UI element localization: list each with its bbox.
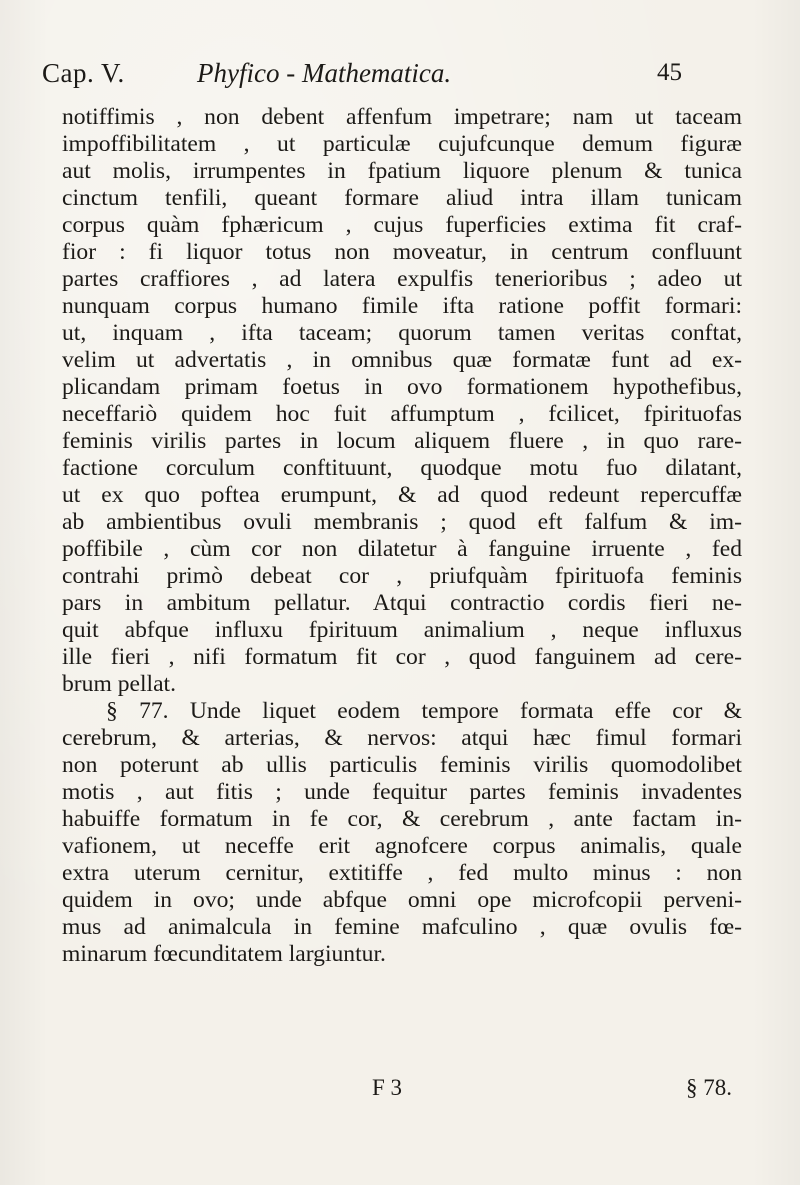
text-line: cerebrum, & arterias, & nervos: atqui hæc fimul formari xyxy=(62,725,742,751)
text-line: notiffimis , non debent affenfum impetrare; nam ut taceam xyxy=(62,104,742,130)
text-line: impoffibilitatem , ut particulæ cujufcunque demum figuræ xyxy=(62,131,742,157)
running-title: Phyfico - Mathematica. xyxy=(197,58,452,88)
text-line: motis , aut fitis ; unde fequitur partes feminis invadentes xyxy=(62,779,742,805)
text-line: quit abfque influxu fpirituum animalium , neque influxus xyxy=(62,617,742,643)
catchword: § 78. xyxy=(686,1075,732,1100)
text-line: neceffariò quidem hoc fuit affumptum , fcilicet, fpirituofas xyxy=(62,401,742,427)
text-line: habuiffe formatum in fe cor, & cerebrum , ante factam in- xyxy=(62,806,742,832)
page-header xyxy=(42,58,682,98)
text-line: cinctum tenfili, queant formare aliud intra illam tunicam xyxy=(62,185,742,211)
text-line: ut, inquam , ifta taceam; quorum tamen veritas conftat, xyxy=(62,320,742,346)
text-line: quidem in ovo; unde abfque omni ope microfcopii perveni- xyxy=(62,887,742,913)
text-line: poffibile , cùm cor non dilatetur à fanguine irruente , fed xyxy=(62,536,742,562)
signature-mark: F 3 xyxy=(372,1075,403,1100)
paragraph-start-line: § 77. Unde liquet eodem tempore formata effe cor & xyxy=(106,698,742,724)
chapter-heading: Cap. V. xyxy=(42,58,125,88)
text-line: feminis virilis partes in locum aliquem fluere , in quo rare- xyxy=(62,428,742,454)
text-line: plicandam primam foetus in ovo formationem hypothefibus, xyxy=(62,374,742,400)
text-line: contrahi primò debeat cor , priufquàm fpirituofa feminis xyxy=(62,563,742,589)
text-line: fior : fi liquor totus non moveatur, in centrum confluunt xyxy=(62,239,742,265)
text-line: nunquam corpus humano fimile ifta ratione poffit formari: xyxy=(62,293,742,319)
text-line: ut ex quo poftea erumpunt, & ad quod redeunt repercuffæ xyxy=(62,482,742,508)
text-line: corpus quàm fphæricum , cujus fuperficies extima fit craf- xyxy=(62,212,742,238)
text-line: ille fieri , nifi formatum fit cor , quod fanguinem ad cere- xyxy=(62,644,742,670)
text-line: factione corculum conftituunt, quodque motu fuo dilatant, xyxy=(62,455,742,481)
text-line: partes craffiores , ad latera expulfis tenerioribus ; adeo ut xyxy=(62,266,742,292)
page-number: 45 xyxy=(657,59,682,86)
text-line: non poterunt ab ullis particulis feminis virilis quomodolibet xyxy=(62,752,742,778)
text-line: ab ambientibus ovuli membranis ; quod eft falfum & im- xyxy=(62,509,742,535)
text-line: velim ut advertatis , in omnibus quæ formatæ funt ad ex- xyxy=(62,347,742,373)
text-line: mus ad animalcula in femine mafculino , quæ ovulis fœ- xyxy=(62,914,742,940)
text-line: brum pellat. xyxy=(62,671,177,697)
body-text xyxy=(62,104,742,968)
text-line: extra uterum cernitur, extitiffe , fed multo minus : non xyxy=(62,860,742,886)
text-line: aut molis, irrumpentes in fpatium liquore plenum & tunica xyxy=(62,158,742,184)
page-footer xyxy=(62,1075,742,1107)
text-line: pars in ambitum pellatur. Atqui contractio cordis fieri ne- xyxy=(62,590,742,616)
text-line: vafionem, ut neceffe erit agnofcere corpus animalis, quale xyxy=(62,833,742,859)
text-line: minarum fœcunditatem largiuntur. xyxy=(62,941,386,967)
